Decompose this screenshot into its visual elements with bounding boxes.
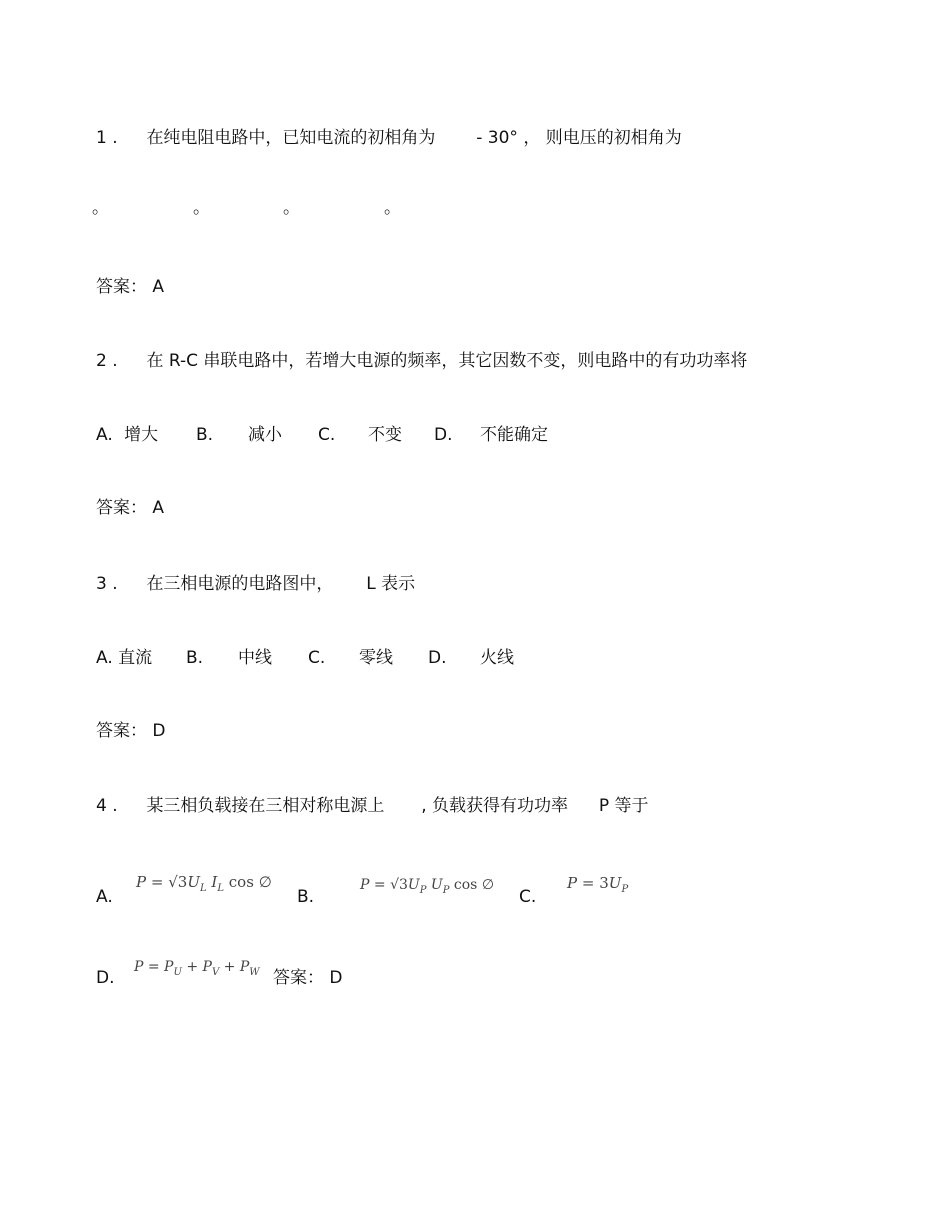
question-1-option-d: 。 xyxy=(384,198,401,218)
question-4-option-c-label: C. xyxy=(519,887,537,907)
question-3-number: 3 . xyxy=(96,574,118,594)
question-2-option-a: A. 增大 xyxy=(96,425,159,445)
question-2-option-d-label: D. xyxy=(434,425,453,445)
question-3-option-c: 零线 xyxy=(359,648,393,668)
question-3-answer xyxy=(96,721,166,741)
question-1 xyxy=(96,128,682,148)
question-2-option-c-label: C. xyxy=(318,425,336,445)
answer-value: D xyxy=(329,968,343,988)
answer-value: A xyxy=(152,277,165,297)
question-2 xyxy=(96,351,747,371)
question-3-option-a: A. 直流 xyxy=(96,648,153,668)
question-1-option-b: 。 xyxy=(193,198,210,218)
question-4-option-b-label: B. xyxy=(297,887,315,907)
question-4-text-c: P 等于 xyxy=(598,796,649,816)
question-4 xyxy=(96,796,649,816)
question-4-option-a-label: A. xyxy=(96,887,113,907)
answer-label: 答案： xyxy=(96,277,147,297)
formula-option-c: $P = 3U_P$ xyxy=(567,874,629,895)
question-4-text-b: , 负载获得有功功率 xyxy=(421,796,569,816)
formula-option-d: $P = P_U + P_V + P_W$ xyxy=(134,959,260,978)
question-1-text-a: 在纯电阻电路中，已知电流的初相角为 xyxy=(146,128,436,148)
question-1-option-c: 。 xyxy=(283,198,300,218)
question-2-option-b: 减小 xyxy=(248,425,282,445)
question-3-option-b: 中线 xyxy=(238,648,272,668)
question-4-answer xyxy=(273,968,343,988)
question-2-option-c: 不变 xyxy=(368,425,402,445)
question-4-number: 4 . xyxy=(96,796,118,816)
answer-label: 答案： xyxy=(96,498,147,518)
question-3-option-d-label: D. xyxy=(428,648,447,668)
question-4-text-a: 某三相负载接在三相对称电源上 xyxy=(146,796,385,816)
question-1-text-b: ， 则电压的初相角为 xyxy=(523,128,682,148)
question-2-answer xyxy=(96,498,164,518)
question-1-angle: - 30° xyxy=(476,128,518,148)
answer-value: A xyxy=(152,498,165,518)
question-3 xyxy=(96,574,415,594)
answer-label: 答案： xyxy=(96,721,147,741)
question-1-answer xyxy=(96,277,164,297)
question-3-option-d: 火线 xyxy=(480,648,514,668)
answer-value: D xyxy=(152,721,166,741)
question-2-text: 在 R-C 串联电路中，若增大电源的频率，其它因数不变，则电路中的有功功率将 xyxy=(146,351,748,371)
question-4-option-d-label: D. xyxy=(96,968,115,988)
question-2-number: 2 . xyxy=(96,351,118,371)
question-2-option-d: 不能确定 xyxy=(480,425,548,445)
question-3-text-b: L 表示 xyxy=(366,574,416,594)
question-1-number: 1 . xyxy=(96,128,118,148)
question-2-option-b-label: B. xyxy=(196,425,214,445)
question-1-option-a: 。 xyxy=(92,198,109,218)
question-3-option-c-label: C. xyxy=(308,648,326,668)
question-3-option-b-label: B. xyxy=(186,648,204,668)
answer-label: 答案： xyxy=(273,968,324,988)
formula-option-b: $P = √3U_P$ $U_P$ cos ∅ xyxy=(360,877,495,896)
formula-option-a: $P = √3U_L$ $I_L$ cos ∅ xyxy=(136,873,272,894)
question-3-text-a: 在三相电源的电路图中， xyxy=(146,574,334,594)
